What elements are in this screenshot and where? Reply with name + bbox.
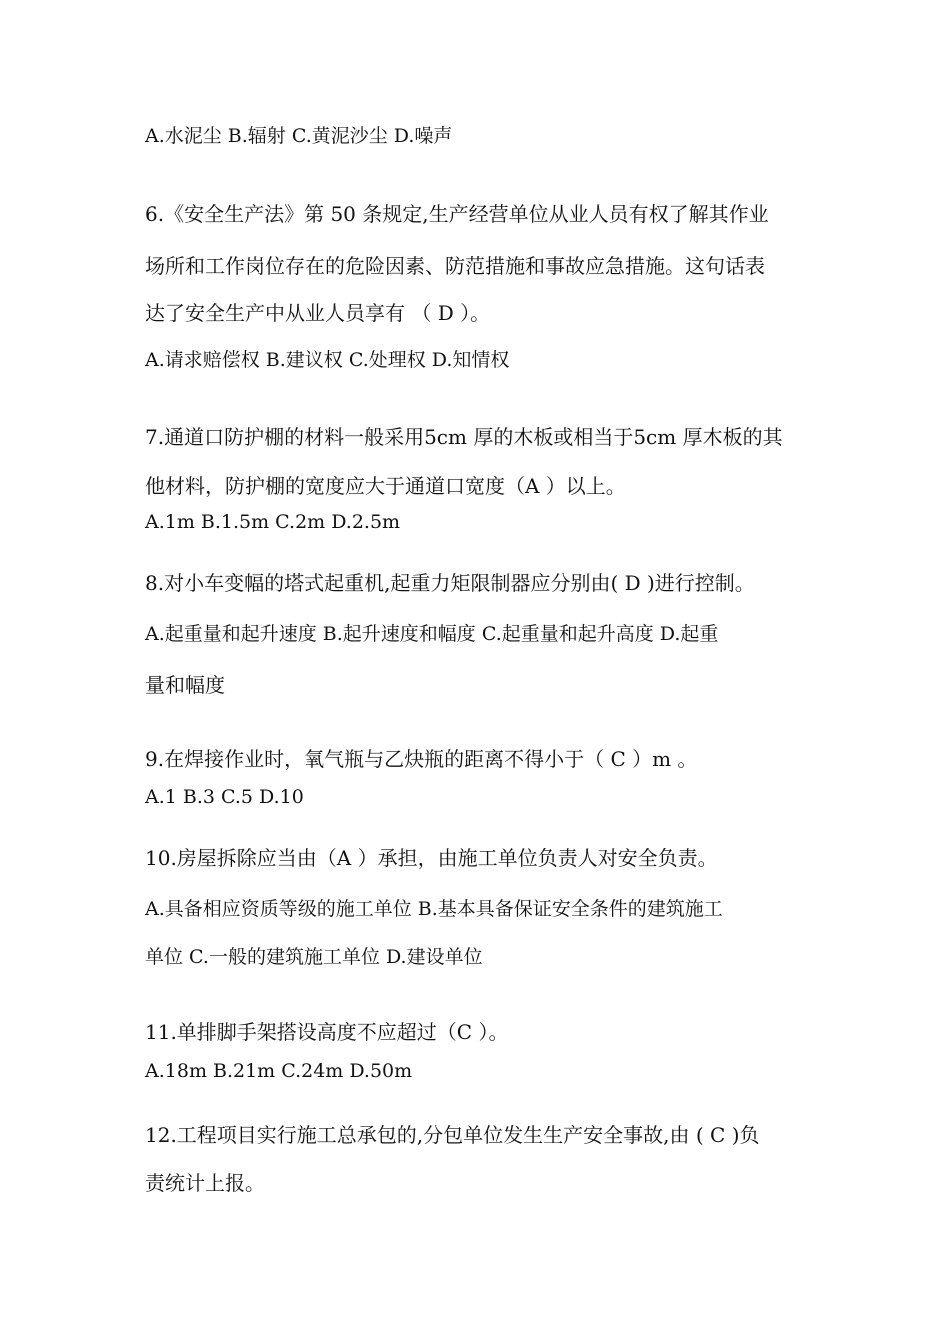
q10-options-line-1: A.具备相应资质等级的施工单位 B.基本具备保证安全条件的建筑施工 [145, 898, 723, 920]
q9-text: 9.在焊接作业时，氧气瓶与乙炔瓶的距离不得小于（ C ）m 。 [145, 747, 698, 771]
q7-text-line-1: 7.通道口防护棚的材料一般采用5cm 厚的木板或相当于5cm 厚木板的其 [145, 425, 783, 449]
q12-text-line-1: 12.工程项目实行施工总承包的,分包单位发生生产安全事故,由 ( C )负 [145, 1123, 760, 1147]
q8-options-line-2: 量和幅度 [145, 673, 225, 697]
q8-text-line-1: 8.对小车变幅的塔式起重机,起重力矩限制器应分别由( D )进行控制。 [145, 571, 755, 595]
q6-text-line-1: 6.《安全生产法》第 50 条规定,生产经营单位从业人员有权了解其作业 [145, 202, 769, 226]
q11-text: 11.单排脚手架搭设高度不应超过（C ）。 [145, 1020, 509, 1044]
q7-text-line-2: 他材料，防护棚的宽度应大于通道口宽度（A ）以上。 [145, 474, 626, 498]
q5-options: A.水泥尘 B.辐射 C.黄泥沙尘 D.噪声 [145, 125, 453, 147]
q6-text-line-2: 场所和工作岗位存在的危险因素、防范措施和事故应急措施。这句话表 [145, 254, 765, 278]
q11-options: A.18m B.21m C.24m D.50m [145, 1060, 413, 1082]
q7-options: A.1m B.1.5m C.2m D.2.5m [145, 511, 401, 533]
q8-options-line-1: A.起重量和起升速度 B.起升速度和幅度 C.起重量和起升高度 D.起重 [145, 623, 719, 645]
q12-text-line-2: 责统计上报。 [145, 1171, 265, 1195]
q10-options-line-2: 单位 C.一般的建筑施工单位 D.建设单位 [145, 946, 483, 968]
q9-options: A.1 B.3 C.5 D.10 [145, 786, 304, 808]
q6-options: A.请求赔偿权 B.建议权 C.处理权 D.知情权 [145, 349, 510, 371]
q10-text: 10.房屋拆除应当由（A ）承担，由施工单位负责人对安全负责。 [145, 846, 718, 870]
q6-text-line-3: 达了安全生产中从业人员享有 （ D ）。 [145, 301, 491, 325]
